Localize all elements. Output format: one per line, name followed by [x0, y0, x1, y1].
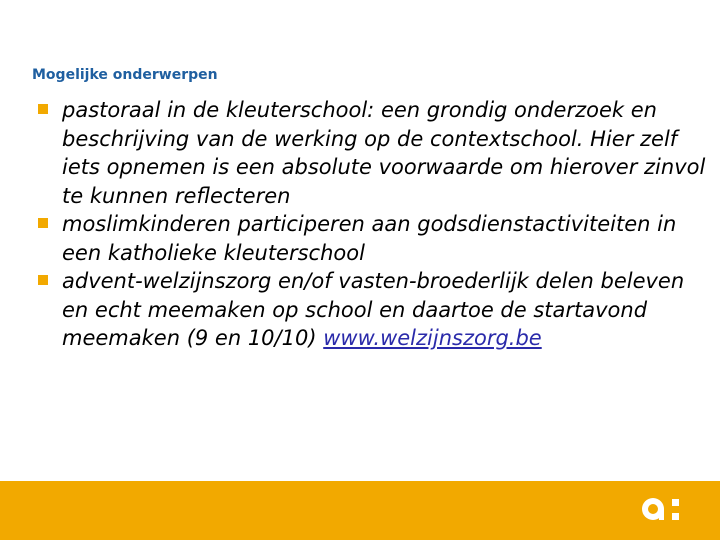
- a-colon-logo-icon: [640, 493, 684, 525]
- footer-bar: [0, 481, 720, 540]
- bullet-text: pastoraal in de kleuterschool: een grondig onderzoek en beschrijving van de werking op de contextschool. Hier zelf iets opnemen is een absolute voorwaarde om hierover zinvol te kunnen reflecteren: [62, 98, 706, 208]
- slide-title: Mogelijke onderwerpen: [32, 67, 218, 83]
- bullet-list: [36, 96, 706, 353]
- bullet-item: [36, 267, 706, 353]
- bullet-item: [36, 210, 706, 267]
- square-bullet-icon: [38, 104, 48, 114]
- bullet-text: advent-welzijnszorg en/of vasten-broederlijk delen beleven en echt meemaken op school en daartoe de startavond meemaken (9 en 10/10): [62, 269, 685, 350]
- welzijnszorg-link[interactable]: www.welzijnszorg.be: [323, 326, 542, 350]
- square-bullet-icon: [38, 218, 48, 228]
- bullet-text: moslimkinderen participeren aan godsdienstactiviteiten in een katholieke kleuterschool: [62, 212, 677, 265]
- square-bullet-icon: [38, 275, 48, 285]
- bullet-item: [36, 96, 706, 210]
